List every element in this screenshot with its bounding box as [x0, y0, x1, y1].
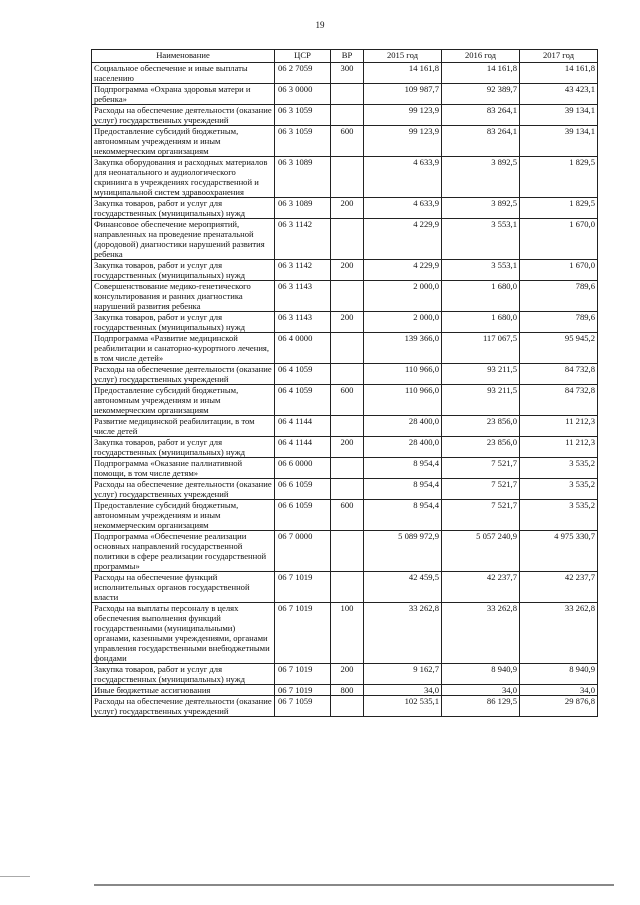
row-name: Расходы на обеспечение деятельности (оказание услуг) государственных учреждений: [92, 696, 275, 717]
row-value-2015: 14 161,8: [364, 63, 442, 84]
row-vr: [331, 157, 364, 198]
row-value-2015: 33 262,8: [364, 603, 442, 664]
row-csr: 06 4 1059: [275, 364, 331, 385]
row-vr: [331, 479, 364, 500]
row-csr: 06 3 0000: [275, 84, 331, 105]
row-name: Расходы на обеспечение деятельности (оказание услуг) государственных учреждений: [92, 105, 275, 126]
row-value-2015: 28 400,0: [364, 416, 442, 437]
row-value-2017: 1 829,5: [520, 198, 598, 219]
row-vr: [331, 531, 364, 572]
row-vr: 300: [331, 63, 364, 84]
row-name: Расходы на обеспечение деятельности (оказание услуг) государственных учреждений: [92, 364, 275, 385]
row-name: Подпрограмма «Охрана здоровья матери и ребенка»: [92, 84, 275, 105]
row-csr: 06 7 0000: [275, 531, 331, 572]
row-name: Предоставление субсидий бюджетным, автономным учреждениям и иным некоммерческим организациям: [92, 500, 275, 531]
row-csr: 06 7 1019: [275, 572, 331, 603]
row-vr: 600: [331, 500, 364, 531]
table-row: [92, 385, 598, 416]
row-name: Социальное обеспечение и иные выплаты населению: [92, 63, 275, 84]
row-vr: [331, 333, 364, 364]
row-value-2016: 117 067,5: [442, 333, 520, 364]
row-csr: 06 7 1019: [275, 603, 331, 664]
row-vr: 100: [331, 603, 364, 664]
row-value-2016: 1 680,0: [442, 281, 520, 312]
row-csr: 06 3 1089: [275, 198, 331, 219]
table-row: [92, 416, 598, 437]
row-value-2016: 3 892,5: [442, 198, 520, 219]
row-value-2015: 99 123,9: [364, 105, 442, 126]
row-value-2016: 1 680,0: [442, 312, 520, 333]
table-row: [92, 479, 598, 500]
row-csr: 06 3 1059: [275, 105, 331, 126]
row-value-2017: 789,6: [520, 281, 598, 312]
row-vr: [331, 416, 364, 437]
table-row: [92, 696, 598, 717]
row-csr: 06 6 0000: [275, 458, 331, 479]
row-value-2015: 5 089 972,9: [364, 531, 442, 572]
table-row: [92, 105, 598, 126]
table-row: [92, 458, 598, 479]
row-value-2017: 29 876,8: [520, 696, 598, 717]
row-value-2017: 11 212,3: [520, 437, 598, 458]
row-value-2017: 95 945,2: [520, 333, 598, 364]
row-value-2015: 4 229,9: [364, 219, 442, 260]
row-value-2015: 42 459,5: [364, 572, 442, 603]
row-vr: [331, 458, 364, 479]
page-number: 19: [315, 20, 325, 30]
row-value-2015: 8 954,4: [364, 458, 442, 479]
row-value-2015: 34,0: [364, 685, 442, 696]
table-row: [92, 312, 598, 333]
table-row: [92, 157, 598, 198]
row-vr: [331, 219, 364, 260]
row-vr: [331, 572, 364, 603]
row-value-2017: 1 670,0: [520, 260, 598, 281]
table-row: [92, 63, 598, 84]
row-value-2015: 110 966,0: [364, 364, 442, 385]
table-row: [92, 500, 598, 531]
row-value-2017: 42 237,7: [520, 572, 598, 603]
row-name: Подпрограмма «Оказание паллиативной помощи, в том числе детям»: [92, 458, 275, 479]
header-vr: ВР: [331, 50, 364, 63]
row-value-2016: 7 521,7: [442, 479, 520, 500]
row-value-2017: 84 732,8: [520, 385, 598, 416]
row-name: Закупка товаров, работ и услуг для государственных (муниципальных) нужд: [92, 260, 275, 281]
row-value-2015: 2 000,0: [364, 312, 442, 333]
row-csr: 06 6 1059: [275, 500, 331, 531]
row-csr: 06 3 1089: [275, 157, 331, 198]
table-row: [92, 84, 598, 105]
row-value-2015: 139 366,0: [364, 333, 442, 364]
scan-edge-mark: [0, 876, 30, 877]
header-2016: 2016 год: [442, 50, 520, 63]
row-value-2015: 110 966,0: [364, 385, 442, 416]
row-vr: 800: [331, 685, 364, 696]
budget-table: [91, 49, 598, 717]
row-value-2017: 84 732,8: [520, 364, 598, 385]
row-value-2016: 92 389,7: [442, 84, 520, 105]
row-csr: 06 7 1019: [275, 664, 331, 685]
row-value-2016: 83 264,1: [442, 126, 520, 157]
row-value-2016: 14 161,8: [442, 63, 520, 84]
header-2015: 2015 год: [364, 50, 442, 63]
row-name: Развитие медицинской реабилитации, в том числе детей: [92, 416, 275, 437]
row-name: Предоставление субсидий бюджетным, автономным учреждениям и иным некоммерческим организациям: [92, 126, 275, 157]
row-vr: 200: [331, 198, 364, 219]
row-name: Иные бюджетные ассигнования: [92, 685, 275, 696]
row-vr: 200: [331, 437, 364, 458]
row-csr: 06 3 1142: [275, 219, 331, 260]
row-name: Совершенствование медико-генетического консультирования и ранних диагностика нарушений развития ребенка: [92, 281, 275, 312]
row-value-2017: 11 212,3: [520, 416, 598, 437]
row-name: Расходы на обеспечение деятельности (оказание услуг) государственных учреждений: [92, 479, 275, 500]
row-value-2015: 9 162,7: [364, 664, 442, 685]
table-row: [92, 664, 598, 685]
row-name: Подпрограмма «Развитие медицинской реабилитации и санаторно-курортного лечения, в том числе детей»: [92, 333, 275, 364]
row-value-2015: 28 400,0: [364, 437, 442, 458]
row-name: Закупка товаров, работ и услуг для государственных (муниципальных) нужд: [92, 312, 275, 333]
row-value-2016: 93 211,5: [442, 385, 520, 416]
row-csr: 06 4 1059: [275, 385, 331, 416]
row-value-2017: 33 262,8: [520, 603, 598, 664]
row-value-2016: 23 856,0: [442, 416, 520, 437]
table-header-row: [92, 50, 598, 63]
row-value-2017: 8 940,9: [520, 664, 598, 685]
row-value-2015: 102 535,1: [364, 696, 442, 717]
row-value-2015: 109 987,7: [364, 84, 442, 105]
row-value-2017: 34,0: [520, 685, 598, 696]
row-vr: 600: [331, 385, 364, 416]
table-row: [92, 198, 598, 219]
row-vr: [331, 105, 364, 126]
row-vr: [331, 364, 364, 385]
row-vr: 200: [331, 664, 364, 685]
row-value-2015: 99 123,9: [364, 126, 442, 157]
row-name: Закупка товаров, работ и услуг для государственных (муниципальных) нужд: [92, 437, 275, 458]
row-csr: 06 6 1059: [275, 479, 331, 500]
row-name: Предоставление субсидий бюджетным, автономным учреждениям и иным некоммерческим организациям: [92, 385, 275, 416]
row-value-2016: 7 521,7: [442, 500, 520, 531]
row-csr: 06 3 1142: [275, 260, 331, 281]
row-value-2017: 789,6: [520, 312, 598, 333]
row-value-2015: 4 633,9: [364, 198, 442, 219]
row-value-2017: 43 423,1: [520, 84, 598, 105]
row-value-2017: 39 134,1: [520, 126, 598, 157]
row-name: Подпрограмма «Обеспечение реализации основных направлений государственной политики в сфере реализации государственной программы»: [92, 531, 275, 572]
table-row: [92, 126, 598, 157]
table-row: [92, 437, 598, 458]
row-name: Закупка товаров, работ и услуг для государственных (муниципальных) нужд: [92, 198, 275, 219]
row-value-2016: 3 892,5: [442, 157, 520, 198]
row-value-2015: 8 954,4: [364, 479, 442, 500]
row-value-2017: 4 975 330,7: [520, 531, 598, 572]
row-value-2015: 2 000,0: [364, 281, 442, 312]
row-name: Расходы на обеспечение функций исполнительных органов государственной власти: [92, 572, 275, 603]
row-name: Закупка оборудования и расходных материалов для неонатального и аудиологического скрининга в учреждениях государственной и муниципальной систем здравоохранения: [92, 157, 275, 198]
row-value-2016: 3 553,1: [442, 260, 520, 281]
row-value-2016: 23 856,0: [442, 437, 520, 458]
row-name: Расходы на выплаты персоналу в целях обеспечения выполнения функций государственными (муниципальными) органами, казенными учреждениями, органами управления государственными внебюджетными фондами: [92, 603, 275, 664]
row-value-2016: 83 264,1: [442, 105, 520, 126]
header-name: Наименование: [92, 50, 275, 63]
header-2017: 2017 год: [520, 50, 598, 63]
row-value-2016: 86 129,5: [442, 696, 520, 717]
row-value-2016: 93 211,5: [442, 364, 520, 385]
table-row: [92, 333, 598, 364]
row-name: Финансовое обеспечение мероприятий, направленных на проведение пренатальной (дородовой) диагностики нарушений развития ребенка: [92, 219, 275, 260]
row-value-2017: 14 161,8: [520, 63, 598, 84]
table-row: [92, 260, 598, 281]
row-value-2016: 42 237,7: [442, 572, 520, 603]
row-csr: 06 7 1019: [275, 685, 331, 696]
row-csr: 06 7 1059: [275, 696, 331, 717]
row-vr: [331, 84, 364, 105]
table-row: [92, 603, 598, 664]
table-row: [92, 219, 598, 260]
header-csr: ЦСР: [275, 50, 331, 63]
row-value-2016: 7 521,7: [442, 458, 520, 479]
table-row: [92, 531, 598, 572]
row-value-2016: 5 057 240,9: [442, 531, 520, 572]
table-row: [92, 281, 598, 312]
row-vr: [331, 281, 364, 312]
row-csr: 06 4 1144: [275, 437, 331, 458]
row-csr: 06 3 1143: [275, 281, 331, 312]
row-vr: 200: [331, 312, 364, 333]
row-csr: 06 4 0000: [275, 333, 331, 364]
row-vr: [331, 696, 364, 717]
table-row: [92, 572, 598, 603]
row-value-2015: 4 633,9: [364, 157, 442, 198]
row-value-2017: 3 535,2: [520, 479, 598, 500]
row-value-2017: 1 670,0: [520, 219, 598, 260]
row-value-2015: 4 229,9: [364, 260, 442, 281]
table-row: [92, 685, 598, 696]
row-value-2017: 39 134,1: [520, 105, 598, 126]
row-csr: 06 2 7059: [275, 63, 331, 84]
row-value-2016: 3 553,1: [442, 219, 520, 260]
row-value-2015: 8 954,4: [364, 500, 442, 531]
table-row: [92, 364, 598, 385]
row-value-2017: 1 829,5: [520, 157, 598, 198]
row-value-2016: 34,0: [442, 685, 520, 696]
row-vr: 200: [331, 260, 364, 281]
row-csr: 06 4 1144: [275, 416, 331, 437]
row-value-2016: 8 940,9: [442, 664, 520, 685]
row-name: Закупка товаров, работ и услуг для государственных (муниципальных) нужд: [92, 664, 275, 685]
row-csr: 06 3 1143: [275, 312, 331, 333]
row-value-2016: 33 262,8: [442, 603, 520, 664]
scan-bottom-line: [94, 884, 614, 886]
row-csr: 06 3 1059: [275, 126, 331, 157]
row-value-2017: 3 535,2: [520, 500, 598, 531]
row-value-2017: 3 535,2: [520, 458, 598, 479]
row-vr: 600: [331, 126, 364, 157]
